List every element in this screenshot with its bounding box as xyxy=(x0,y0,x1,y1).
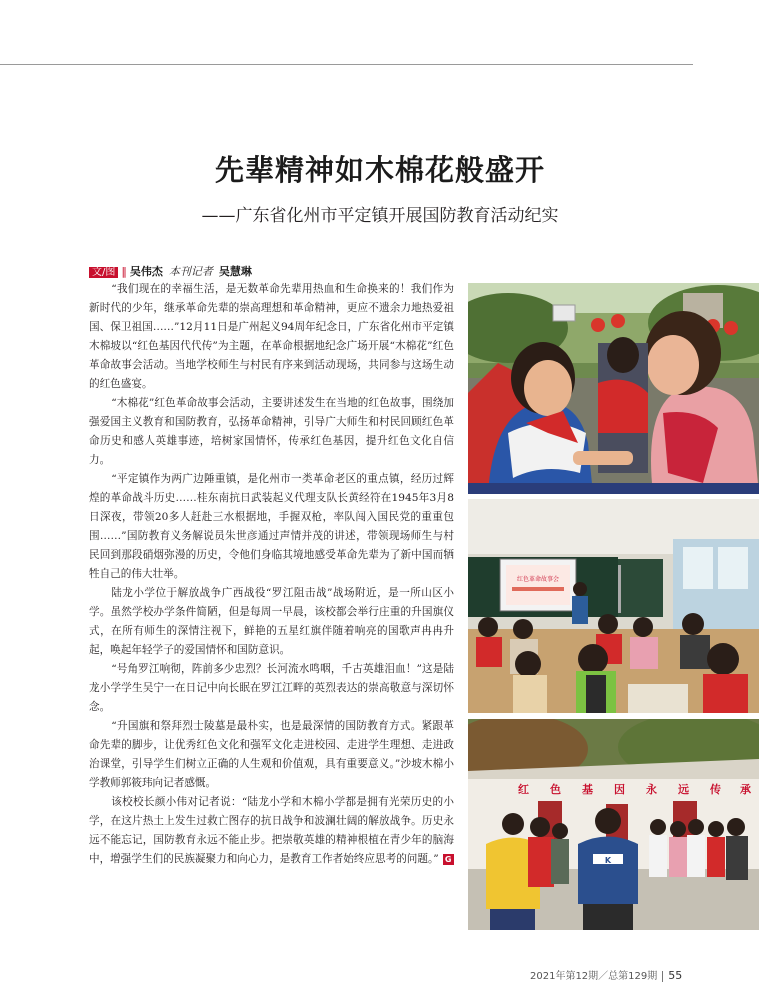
byline-role: 本刊记者 xyxy=(168,265,213,278)
paragraph: “升国旗和祭拜烈士陵墓是最朴实，也是最深情的国防教育方式。紧跟革命先辈的脚步，让优秀红色文化和强军文化走进校园、走进学生理想、走进政治课堂，引导学生们树立正确的人生观和价值观，具有重要意义。”沙坡木棉小学教师郭筱玮向记者感慨。 xyxy=(89,720,454,789)
byline-authors: 吴伟杰 xyxy=(129,265,163,278)
page-footer xyxy=(530,967,760,982)
slogan-char: 基 xyxy=(582,783,593,796)
paragraph-text: 该校校长颜小伟对记者说：“陆龙小学和木棉小学都是拥有光荣历史的小学，在这片热土上发生过救亡图存的抗日战争和波澜壮阔的解放战争。历史永远不能忘记，国防教育永远不能止步。把崇敬英雄的精神根植在青少年的脑海中，增强学生们的民族凝聚力和向心力，是教育工作者始终应思考的问题。” xyxy=(89,796,454,865)
article-body xyxy=(89,280,454,869)
byline-reporter: 吴慧琳 xyxy=(218,265,252,278)
photo-classroom-image xyxy=(468,499,759,713)
paragraph: “号角罗江响彻，阵前多少忠烈？长河流水鸣咽，千古英雄泪血！”这是陆龙小学学生吴宁一在日记中向长眠在罗江江畔的英烈表达的崇高敬意与深切怀念。 xyxy=(89,663,454,713)
paragraph: “平定镇作为两广边陲重镇，是化州市一类革命老区的重点镇，经历过辉煌的革命战斗历史……桂东南抗日武装起义代理支队长黄经符在1945年3月8日深夜，带领20多人赶赴三水根据地，手握双枪，率队闯入国民党的重重包围……”国防教育义务解说员朱世彦通过声情并茂的讲述，带领现场师生与村民回到那段硝烟弥漫的历史，令他们身临其境地感受革命先辈为了新中国而牺牲自己的伟大壮举。 xyxy=(89,473,454,580)
classroom-screen-text: 红色革命故事会 xyxy=(516,576,560,583)
page-number: 55 xyxy=(668,969,683,982)
photo-classroom xyxy=(468,499,759,713)
slogan-char: 永 xyxy=(646,783,657,796)
paragraph-last xyxy=(89,793,454,869)
paragraph: “我们现在的幸福生活，是无数革命先辈用热血和生命换来的！我们作为新时代的少年，继承革命先辈的崇高理想和革命精神，更应不遗余力地热爱祖国、保卫祖国……”12月11日是广州起义94周年纪念日，广东省化州市平定镇木棉坡以“红色基因代代传”为主题，在革命根据地纪念广场开展“木棉花”红色革命故事会活动。当地学校师生与村民有序来到活动现场，共同参与这场生动的红色盛宴。 xyxy=(89,283,454,390)
slogan-char: 传 xyxy=(710,783,721,796)
slogan-char: 承 xyxy=(740,783,751,796)
slogan-char: 因 xyxy=(614,783,625,796)
jacket-logo: K xyxy=(604,856,612,865)
slogan-char: 色 xyxy=(550,783,561,796)
slogan-char: 红 xyxy=(518,783,529,796)
issue-info: 2021年第12期／总第129期 xyxy=(530,971,658,982)
footer-divider xyxy=(662,971,663,982)
byline xyxy=(89,263,252,279)
end-mark-icon: G xyxy=(443,854,454,865)
paragraph: 陆龙小学位于解放战争广西战役“罗江阻击战”战场附近，是一所山区小学。虽然学校办学条件简陋，但是每周一早晨，该校都会举行庄重的升国旗仪式，在所有师生的深情注视下，鲜艳的五星红旗伴随着响亮的国歌声冉冉升起，唤起年轻学子的爱国情怀和国防意识。 xyxy=(89,587,454,656)
photo-scarf-ceremony xyxy=(468,283,759,494)
article-title: 先辈精神如木棉花般盛开 xyxy=(214,153,545,187)
photo-scarf-ceremony-image xyxy=(468,283,759,494)
photo-school-building-image xyxy=(468,719,759,930)
paragraph: “木棉花”红色革命故事会活动，主要讲述发生在当地的红色故事，围绕加强爱国主义教育和国防教育，弘扬革命精神，引导广大师生和村民回顾红色革命历史和感人英雄事迹，培树家国情怀，传承红色基因，提升红色文化自信力。 xyxy=(89,397,454,466)
article-subtitle: ——广东省化州市平定镇开展国防教育活动纪实 xyxy=(201,206,559,226)
byline-separator: ‖ xyxy=(121,265,127,278)
slogan-char: 远 xyxy=(678,783,689,796)
photo-school-building xyxy=(468,719,759,930)
top-rule xyxy=(0,64,693,65)
byline-tag: 文/图 xyxy=(89,267,118,278)
